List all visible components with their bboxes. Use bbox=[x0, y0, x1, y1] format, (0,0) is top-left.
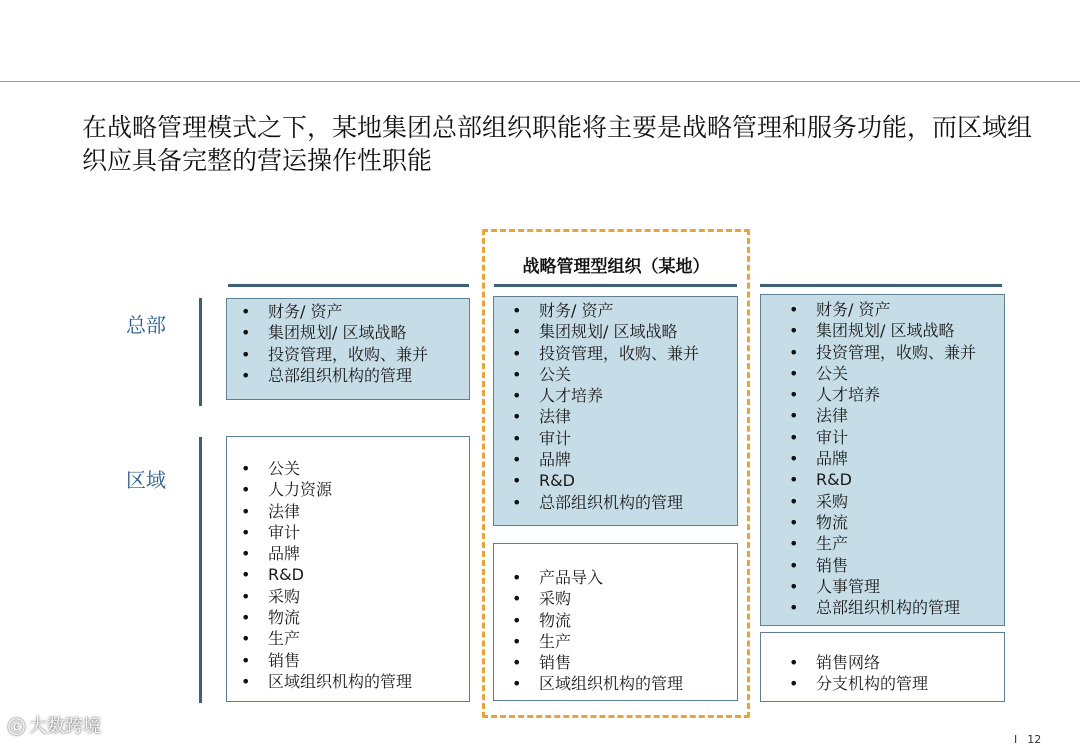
list-item: • 投资管理，收购、兼并 bbox=[775, 342, 1004, 363]
list-item: • 产品导入 bbox=[498, 567, 737, 588]
list-item: • 销售 bbox=[498, 652, 737, 673]
col3-region-list bbox=[775, 652, 1004, 695]
list-item: • 集团规划/ 区域战略 bbox=[775, 320, 1004, 341]
page-number bbox=[1014, 733, 1041, 746]
list-item: • 销售 bbox=[775, 555, 1004, 576]
col2-region-box bbox=[493, 543, 738, 701]
page-title: 在战略管理模式之下，某地集团总部组织职能将主要是战略管理和服务功能，而区域组织应具备完整的营运操作性职能 bbox=[82, 113, 1033, 175]
list-item: • 人才培养 bbox=[498, 385, 737, 406]
list-item: • 区域组织机构的管理 bbox=[227, 671, 469, 692]
list-item: • 审计 bbox=[227, 522, 469, 543]
list-item: • 物流 bbox=[227, 607, 469, 628]
list-item: • 生产 bbox=[498, 631, 737, 652]
list-item: • 法律 bbox=[775, 405, 1004, 426]
list-item: • 物流 bbox=[775, 512, 1004, 533]
col3-top-bar bbox=[760, 284, 1002, 287]
list-item: • 公关 bbox=[227, 458, 469, 479]
page-number-value: 12 bbox=[1027, 733, 1042, 746]
list-item: • 销售 bbox=[227, 650, 469, 671]
col3-hq-box bbox=[760, 294, 1005, 626]
list-item: • 销售网络 bbox=[775, 652, 1004, 673]
row-bar-hq bbox=[199, 298, 202, 406]
list-item: • 财务/ 资产 bbox=[227, 301, 469, 322]
list-item: • 品牌 bbox=[775, 448, 1004, 469]
col2-hq-box bbox=[493, 296, 738, 526]
watermark-text: 大数跨境 bbox=[29, 716, 101, 737]
list-item: • 总部组织机构的管理 bbox=[227, 365, 469, 386]
list-item: • 审计 bbox=[498, 428, 737, 449]
list-item: • 品牌 bbox=[227, 543, 469, 564]
list-item: • 投资管理，收购、兼并 bbox=[227, 344, 469, 365]
col1-hq-list bbox=[227, 301, 469, 386]
list-item: • 公关 bbox=[775, 363, 1004, 384]
list-item: • 人事管理 bbox=[775, 576, 1004, 597]
watermark-logo-icon: ⓒ bbox=[8, 717, 25, 738]
col3-hq-list bbox=[775, 299, 1004, 618]
list-item: • 采购 bbox=[227, 586, 469, 607]
row-label-hq: 总部 bbox=[126, 313, 166, 337]
list-item: • 公关 bbox=[498, 364, 737, 385]
list-item: • 品牌 bbox=[498, 449, 737, 470]
col3-region-box bbox=[760, 632, 1005, 702]
list-item: • 采购 bbox=[498, 588, 737, 609]
list-item: • 财务/ 资产 bbox=[498, 300, 737, 321]
list-item: • 人才培养 bbox=[775, 384, 1004, 405]
list-item: • R&D bbox=[775, 469, 1004, 490]
row-bar-region bbox=[199, 437, 202, 703]
list-item: • 生产 bbox=[775, 533, 1004, 554]
list-item: • 集团规划/ 区域战略 bbox=[498, 321, 737, 342]
list-item: • 总部组织机构的管理 bbox=[498, 492, 737, 513]
page-separator: I bbox=[1014, 733, 1018, 746]
watermark bbox=[8, 712, 101, 738]
list-item: • 投资管理，收购、兼并 bbox=[498, 343, 737, 364]
col1-top-bar bbox=[228, 284, 469, 287]
list-item: • 法律 bbox=[498, 406, 737, 427]
list-item: • 法律 bbox=[227, 501, 469, 522]
list-item: • 人力资源 bbox=[227, 479, 469, 500]
row-label-region: 区域 bbox=[126, 468, 166, 492]
col1-hq-box bbox=[226, 298, 470, 400]
list-item: • R&D bbox=[498, 470, 737, 491]
col1-region-box bbox=[226, 436, 470, 702]
list-item: • 审计 bbox=[775, 427, 1004, 448]
list-item: • 生产 bbox=[227, 628, 469, 649]
list-item: • 区域组织机构的管理 bbox=[498, 673, 737, 694]
col1-region-list bbox=[227, 458, 469, 692]
header-divider bbox=[0, 81, 1080, 82]
col2-region-list bbox=[498, 567, 737, 695]
column-heading: 战略管理型组织（某地） bbox=[522, 257, 710, 277]
list-item: • 采购 bbox=[775, 491, 1004, 512]
list-item: • 总部组织机构的管理 bbox=[775, 597, 1004, 618]
list-item: • 财务/ 资产 bbox=[775, 299, 1004, 320]
list-item: • 物流 bbox=[498, 610, 737, 631]
list-item: • R&D bbox=[227, 564, 469, 585]
list-item: • 分支机构的管理 bbox=[775, 673, 1004, 694]
col2-hq-list bbox=[498, 300, 737, 513]
list-item: • 集团规划/ 区域战略 bbox=[227, 322, 469, 343]
